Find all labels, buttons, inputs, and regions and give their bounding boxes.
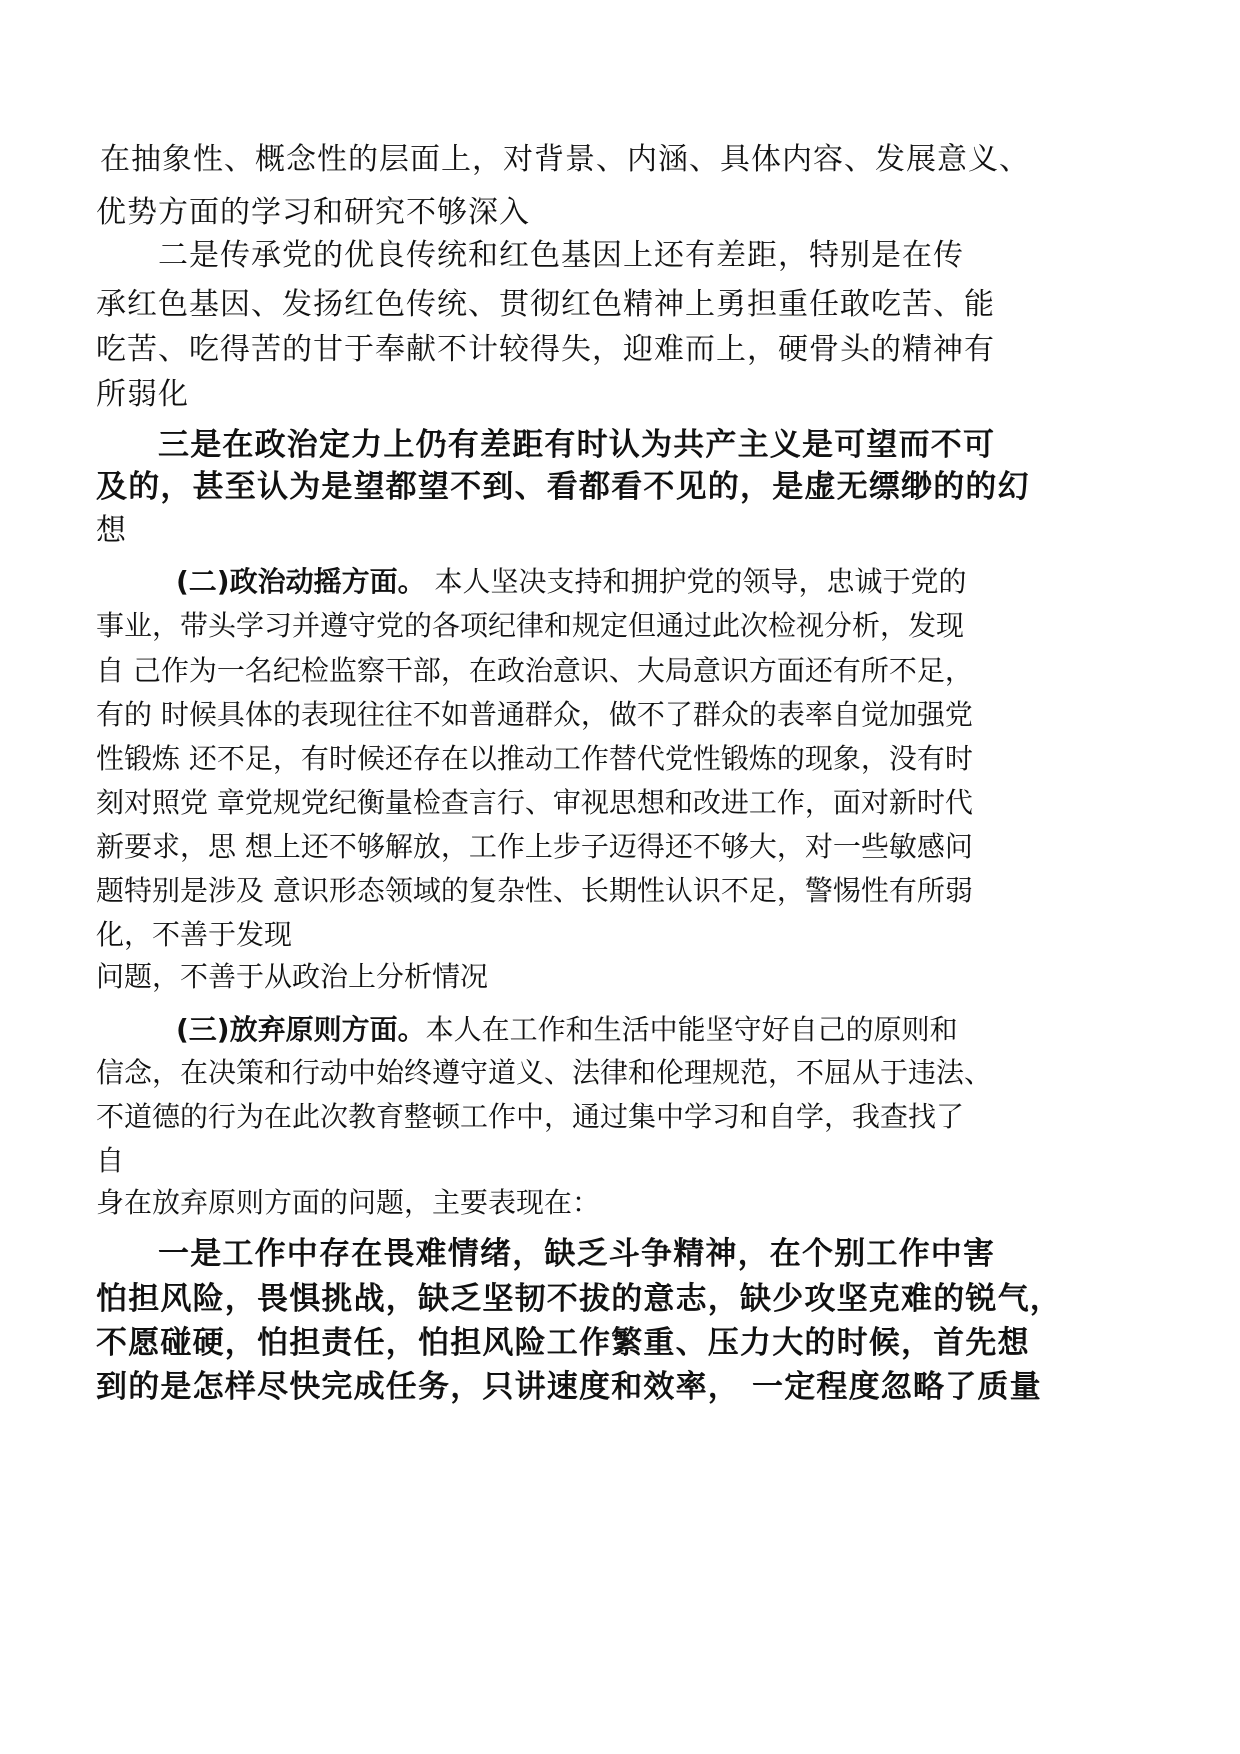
- text-line: 有的 时候具体的表现往往不如普通群众，做不了群众的表率自觉加强党: [96, 698, 973, 731]
- text-run: 本人在工作和生活中能坚守好自己的原则和: [425, 1013, 958, 1046]
- text-line-bold: 到的是怎样尽快完成任务，只讲速度和效率， 一定程度忽略了质量: [96, 1369, 1042, 1405]
- text-line: 新要求，思 想上还不够解放，工作上步子迈得还不够大，对一些敏感问: [96, 830, 973, 863]
- section-heading-political-wavering: (二)政治动摇方面。: [176, 565, 426, 598]
- text-line-bold: 一是工作中存在畏难情绪，缺乏斗争精神，在个别工作中害: [158, 1236, 996, 1272]
- section-heading-abandoning-principles: (三)放弃原则方面。: [176, 1013, 426, 1046]
- text-line: 吃苦、吃得苦的甘于奉献不计较得失，迎难而上，硬骨头的精神有: [96, 332, 995, 367]
- text-line-bold: 及的，甚至认为是望都望不到、看都看不见的，是虚无缥缈的的幻: [96, 469, 1030, 505]
- text-line: 身在放弃原则方面的问题，主要表现在：: [96, 1186, 601, 1219]
- text-line: 所弱化: [96, 377, 189, 412]
- text-line: 信念，在决策和行动中始终遵守道义、法律和伦理规范，不屈从于违法、: [96, 1056, 993, 1089]
- paragraph-heading-line: [176, 1010, 958, 1050]
- text-line: 优势方面的学习和研究不够深入: [96, 195, 530, 230]
- text-line: 化，不善于发现: [96, 918, 293, 951]
- text-line-bold: 三是在政治定力上仍有差距有时认为共产主义是可望而不可: [158, 427, 996, 463]
- text-line: 事业，带头学习并遵守党的各项纪律和规定但通过此次检视分析，发现: [96, 609, 965, 642]
- text-line: 想: [96, 513, 127, 548]
- text-line: 在抽象性、概念性的层面上，对背景、内涵、具体内容、发展意义、: [100, 142, 1030, 177]
- text-line: 问题，不善于从政治上分析情况: [96, 960, 489, 993]
- text-line: 二是传承党的优良传统和红色基因上还有差距，特别是在传: [158, 238, 964, 273]
- text-run: 本人坚决支持和拥护党的领导，忠诚于党的: [425, 565, 967, 598]
- text-line: 刻对照党 章党规党纪衡量检查言行、审视思想和改进工作，面对新时代: [96, 786, 973, 819]
- text-line: 题特别是涉及 意识形态领域的复杂性、长期性认识不足，警惕性有所弱: [96, 874, 973, 907]
- text-line: 性锻炼 还不足，有时候还存在以推动工作替代党性锻炼的现象，没有时: [96, 742, 973, 775]
- text-line: 自: [96, 1144, 125, 1177]
- text-line: 自 己作为一名纪检监察干部，在政治意识、大局意识方面还有所不足，: [96, 654, 973, 687]
- text-line-bold: 怕担风险，畏惧挑战，缺乏坚韧不拔的意志，缺少攻坚克难的锐气，: [96, 1281, 1062, 1317]
- paragraph-heading-line: [176, 562, 967, 602]
- text-line: 承红色基因、发扬红色传统、贯彻红色精神上勇担重任敢吃苦、能: [96, 287, 995, 322]
- text-line-bold: 不愿碰硬，怕担责任，怕担风险工作繁重、压力大的时候，首先想: [96, 1325, 1030, 1361]
- text-line: 不道德的行为在此次教育整顿工作中，通过集中学习和自学，我查找了: [96, 1100, 965, 1133]
